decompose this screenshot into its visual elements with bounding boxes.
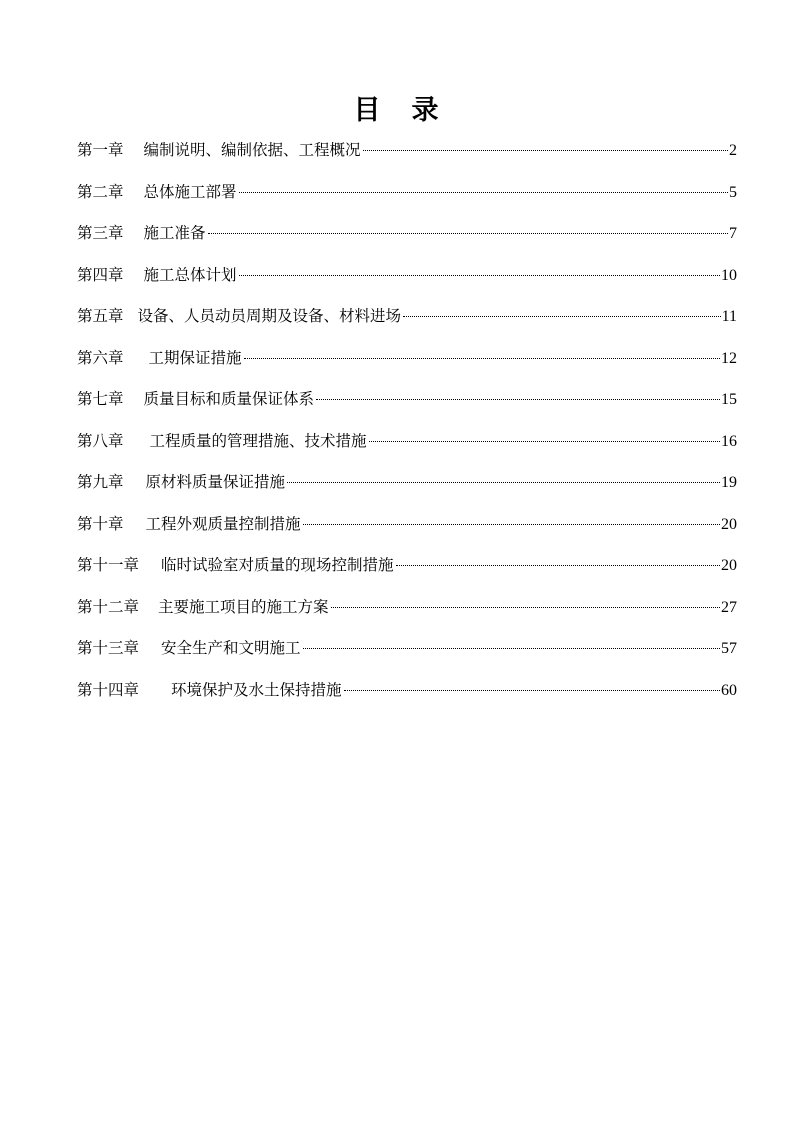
toc-entry-title: 工程外观质量控制措施: [145, 514, 301, 533]
toc-entry-title: 工程质量的管理措施、技术措施: [149, 431, 367, 450]
toc-page-number: 11: [721, 308, 737, 325]
toc-entry: [77, 429, 737, 471]
toc-page-number: 12: [721, 349, 737, 367]
toc-chapter-label: 第八章: [77, 431, 124, 450]
toc-entry: [77, 553, 737, 595]
toc-entry-title: 编制说明、编制依据、工程概况: [143, 141, 361, 159]
toc-entry-title: 临时试验室对质量的现场控制措施: [161, 556, 394, 574]
toc-entry: [77, 595, 737, 637]
toc-entry-title: 设备、人员动员周期及设备、材料进场: [137, 307, 402, 325]
toc-chapter-label: 第四章: [77, 265, 124, 284]
toc-entry-title: 质量目标和质量保证体系: [143, 390, 315, 408]
toc-entry: [77, 138, 737, 180]
toc-entry: [77, 387, 737, 429]
toc-dot-leader: [363, 150, 728, 151]
toc-dot-leader: [369, 441, 720, 442]
toc-chapter-label: 第二章: [77, 182, 124, 201]
toc-chapter-label: 第一章: [77, 141, 124, 159]
toc-page-number: 57: [721, 640, 737, 657]
toc-chapter-label: 第十三章: [77, 639, 140, 657]
toc-entry-title: 安全生产和文明施工: [161, 639, 301, 657]
toc-page-number: 7: [729, 225, 737, 242]
toc-entry: [77, 346, 737, 388]
toc-chapter-label: 第十章: [77, 514, 124, 533]
toc-dot-leader: [403, 316, 721, 317]
toc-entry-title: 施工准备: [143, 224, 206, 242]
toc-page-number: 20: [721, 557, 737, 574]
toc-chapter-label: 第十二章: [77, 597, 140, 616]
toc-page-number: 27: [721, 598, 737, 616]
toc-entry-title: 主要施工项目的施工方案: [158, 597, 329, 616]
toc-entry: [77, 263, 737, 305]
toc-dot-leader: [287, 482, 720, 483]
toc-entry-title: 总体施工部署: [143, 182, 237, 201]
toc-chapter-label: 第十一章: [77, 556, 140, 574]
toc-chapter-label: 第九章: [77, 473, 124, 491]
toc-dot-leader: [344, 690, 720, 691]
toc-chapter-label: 第七章: [77, 390, 124, 408]
toc-dot-leader: [396, 565, 720, 566]
toc-dot-leader: [316, 399, 720, 400]
toc-dot-leader: [331, 607, 720, 608]
toc-page-number: 2: [729, 142, 737, 159]
toc-entry: [77, 180, 737, 222]
toc-dot-leader: [303, 648, 720, 649]
toc-dot-leader: [239, 192, 728, 193]
toc-page-number: 10: [721, 266, 737, 284]
toc-chapter-label: 第三章: [77, 224, 124, 242]
toc-entry: [77, 512, 737, 554]
toc-entry-title: 环境保护及水土保持措施: [171, 680, 342, 699]
toc-page-number: 15: [721, 391, 737, 408]
toc-chapter-label: 第六章: [77, 348, 124, 367]
toc-dot-leader: [244, 358, 720, 359]
toc-list: [77, 138, 737, 719]
toc-dot-leader: [303, 524, 720, 525]
toc-page-number: 60: [721, 681, 737, 699]
toc-dot-leader: [239, 275, 720, 276]
toc-page-number: 5: [729, 183, 737, 201]
toc-entry: [77, 636, 737, 678]
toc-chapter-label: 第五章: [77, 307, 124, 325]
toc-entry-title: 工期保证措施: [148, 348, 242, 367]
toc-entry: [77, 304, 737, 346]
toc-page-number: 20: [721, 515, 737, 533]
toc-entry: [77, 221, 737, 263]
toc-dot-leader: [208, 233, 728, 234]
toc-entry: [77, 678, 737, 720]
toc-chapter-label: 第十四章: [77, 680, 140, 699]
toc-entry: [77, 470, 737, 512]
toc-page-number: 16: [721, 432, 737, 450]
toc-title: 目 录: [353, 95, 441, 126]
toc-entry-title: 施工总体计划: [143, 265, 237, 284]
toc-page-number: 19: [721, 474, 737, 491]
toc-entry-title: 原材料质量保证措施: [145, 473, 286, 491]
